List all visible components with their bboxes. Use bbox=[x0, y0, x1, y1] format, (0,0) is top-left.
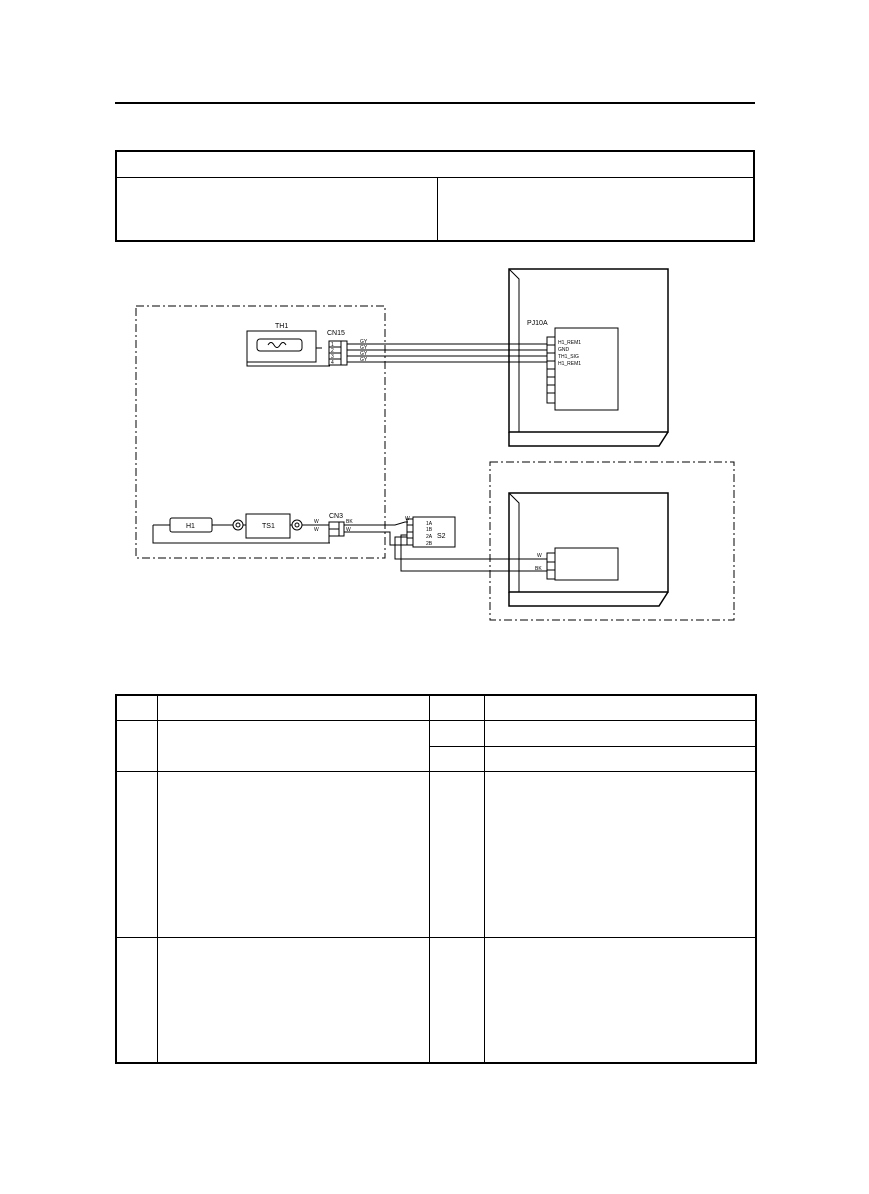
table-row bbox=[116, 938, 756, 1063]
table-row bbox=[116, 772, 756, 938]
right-unit-frame bbox=[490, 462, 734, 620]
table-cell bbox=[430, 772, 485, 938]
wiring-diagram bbox=[130, 262, 740, 627]
s2-pin-2: 1B bbox=[426, 527, 433, 533]
s2-pin-3: 2A bbox=[426, 534, 433, 540]
ts1-label: TS1 bbox=[262, 523, 275, 530]
table-cell bbox=[430, 747, 485, 772]
cn15-label: CN15 bbox=[327, 330, 345, 337]
pin-label-1: H1_REM1 bbox=[558, 340, 582, 346]
table-cell bbox=[430, 695, 485, 721]
wire-gy-4: GY bbox=[360, 357, 368, 363]
table-cell bbox=[158, 695, 430, 721]
wire-w-s2: W bbox=[405, 516, 410, 522]
header-table-title-row bbox=[117, 152, 753, 178]
pin-label-3: TH1_SIG bbox=[558, 354, 579, 360]
header-table bbox=[115, 150, 755, 242]
bottom-table-header-row bbox=[116, 695, 756, 721]
table-cell bbox=[485, 747, 757, 772]
cn15-pin-3: 3 bbox=[331, 354, 334, 360]
s2-switch bbox=[413, 517, 455, 547]
top-rule bbox=[115, 102, 755, 104]
table-cell bbox=[430, 721, 485, 747]
wire-gy-1: GY bbox=[360, 339, 368, 345]
table-cell bbox=[485, 772, 757, 938]
table-cell bbox=[116, 695, 158, 721]
header-table-divider bbox=[437, 177, 438, 240]
wire-w-cn3-1: W bbox=[314, 519, 319, 525]
table-cell bbox=[430, 938, 485, 1063]
table-row bbox=[116, 721, 756, 747]
wire-w-lower: W bbox=[537, 553, 542, 559]
pin-label-2: GND bbox=[558, 347, 570, 353]
cn15-pin-1: 1 bbox=[331, 342, 334, 348]
table-cell bbox=[116, 772, 158, 938]
table-cell bbox=[158, 721, 430, 772]
terminal-right bbox=[292, 520, 302, 530]
wire-w-cn3-3: W bbox=[346, 527, 351, 533]
bottom-table bbox=[115, 694, 757, 1064]
wire-gy-3: GY bbox=[360, 351, 368, 357]
s2-pin-4: 2B bbox=[426, 541, 433, 547]
table-cell bbox=[116, 938, 158, 1063]
table-cell bbox=[158, 938, 430, 1063]
s2-label: S2 bbox=[437, 533, 446, 540]
lower-board-box bbox=[509, 493, 668, 606]
table-cell bbox=[116, 721, 158, 772]
wire-bk-lower: BK bbox=[535, 566, 542, 572]
table-cell bbox=[485, 721, 757, 747]
cn15-pin-4: 4 bbox=[331, 360, 334, 366]
h1-label: H1 bbox=[186, 523, 195, 530]
pj10a-label: PJ10A bbox=[527, 320, 548, 327]
table-cell bbox=[158, 772, 430, 938]
wire-bk-cn3: BK bbox=[346, 519, 353, 525]
cn15-pin-2: 2 bbox=[331, 348, 334, 354]
upper-board-box bbox=[509, 269, 668, 446]
wire-gy-2: GY bbox=[360, 345, 368, 351]
table-cell bbox=[485, 695, 757, 721]
cn3-label: CN3 bbox=[329, 513, 344, 520]
s2-pin-1: 1A bbox=[426, 521, 433, 527]
table-cell bbox=[485, 938, 757, 1063]
lower-inner-box bbox=[555, 548, 618, 580]
th1-label: TH1 bbox=[275, 323, 289, 330]
wire-w-cn3-2: W bbox=[314, 527, 319, 533]
terminal-left bbox=[233, 520, 243, 530]
pin-label-4: H1_REM1 bbox=[558, 361, 582, 367]
